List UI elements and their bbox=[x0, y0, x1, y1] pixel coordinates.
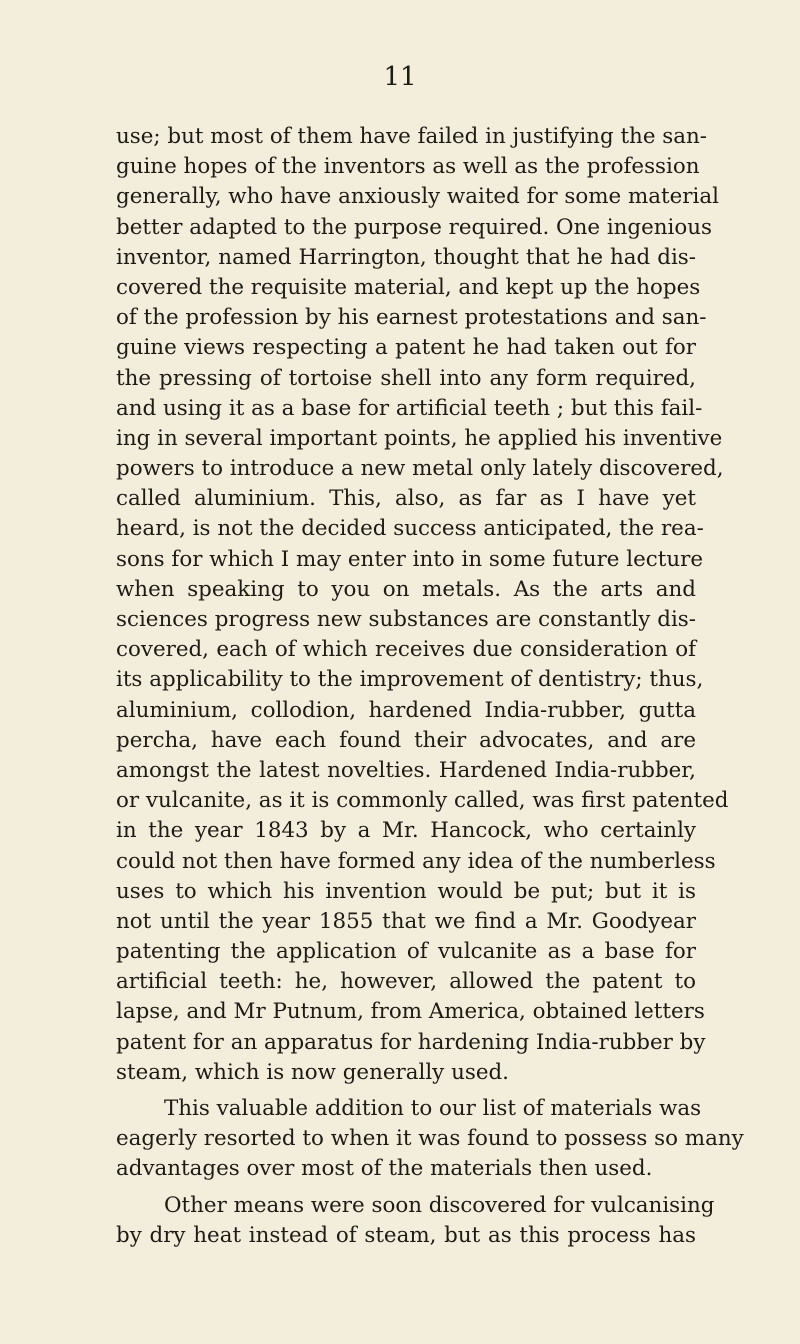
text-line: and using it as a base for artificial teeth ; but this fail- bbox=[116, 395, 703, 421]
text-line: use; but most of them have failed in justifying the san- bbox=[116, 124, 708, 149]
text-line: eagerly resorted to when it was found to possess so many bbox=[116, 1126, 744, 1152]
text-line: called aluminium. This, also, as far as I have yet bbox=[116, 486, 696, 512]
text-line: percha, have each found their advocates, and are bbox=[116, 727, 696, 753]
body-text bbox=[116, 122, 744, 1251]
text-line: This valuable addition to our list of materials was bbox=[164, 1096, 702, 1121]
text-line: lapse, and Mr Putnum, from America, obtained letters bbox=[116, 999, 705, 1025]
text-line: its applicability to the improvement of dentistry; thus, bbox=[116, 667, 704, 693]
text-line: guine hopes of the inventors as well as the profession bbox=[116, 154, 700, 180]
page-number: 11 bbox=[383, 62, 417, 92]
text-line: covered the requisite material, and kept up the hopes bbox=[116, 274, 701, 300]
text-line: patent for an apparatus for hardening India-rubber by bbox=[116, 1029, 706, 1055]
text-line: steam, which is now generally used. bbox=[116, 1059, 509, 1085]
text-line: Other means were soon discovered for vulcanising bbox=[164, 1192, 715, 1218]
text-line: or vulcanite, as it is commonly called, was first patented bbox=[116, 788, 729, 814]
text-line: patenting the application of vulcanite as a base for bbox=[116, 939, 696, 965]
text-line: heard, is not the decided success anticipated, the rea- bbox=[116, 516, 704, 542]
text-line: aluminium, collodion, hardened India-rubber, gutta bbox=[116, 697, 696, 723]
text-line: the pressing of tortoise shell into any form required, bbox=[116, 365, 696, 391]
text-line: sciences progress new substances are constantly dis- bbox=[116, 607, 696, 632]
text-line: guine views respecting a patent he had taken out for bbox=[116, 335, 696, 361]
text-line: better adapted to the purpose required. One ingenious bbox=[116, 214, 713, 240]
text-line: by dry heat instead of steam, but as this process has bbox=[116, 1222, 696, 1248]
text-line: inventor, named Harrington, thought that he had dis- bbox=[116, 244, 696, 270]
text-line: of the profession by his earnest protestations and san- bbox=[116, 305, 707, 331]
paragraph bbox=[116, 1191, 715, 1251]
text-line: amongst the latest novelties. Hardened India-rubber, bbox=[116, 757, 696, 783]
text-line: generally, who have anxiously waited for some material bbox=[116, 184, 719, 210]
paragraph bbox=[116, 1094, 744, 1185]
text-line: when speaking to you on metals. As the arts and bbox=[116, 576, 696, 602]
text-line: advantages over most of the materials then used. bbox=[116, 1156, 653, 1182]
text-line: artificial teeth: he, however, allowed the patent to bbox=[116, 969, 696, 995]
text-line: powers to introduce a new metal only lately discovered, bbox=[116, 456, 724, 482]
text-line: uses to which his invention would be put; but it is bbox=[116, 878, 696, 904]
text-line: sons for which I may enter into in some future lecture bbox=[116, 546, 703, 572]
text-line: covered, each of which receives due consideration of bbox=[116, 637, 696, 663]
text-line: not until the year 1855 that we find a Mr. Goodyear bbox=[116, 908, 696, 934]
text-line: could not then have formed any idea of the numberless bbox=[116, 848, 716, 874]
text-line: ing in several important points, he applied his inventive bbox=[116, 425, 723, 451]
paragraph bbox=[116, 122, 729, 1088]
text-line: in the year 1843 by a Mr. Hancock, who certainly bbox=[116, 818, 696, 844]
